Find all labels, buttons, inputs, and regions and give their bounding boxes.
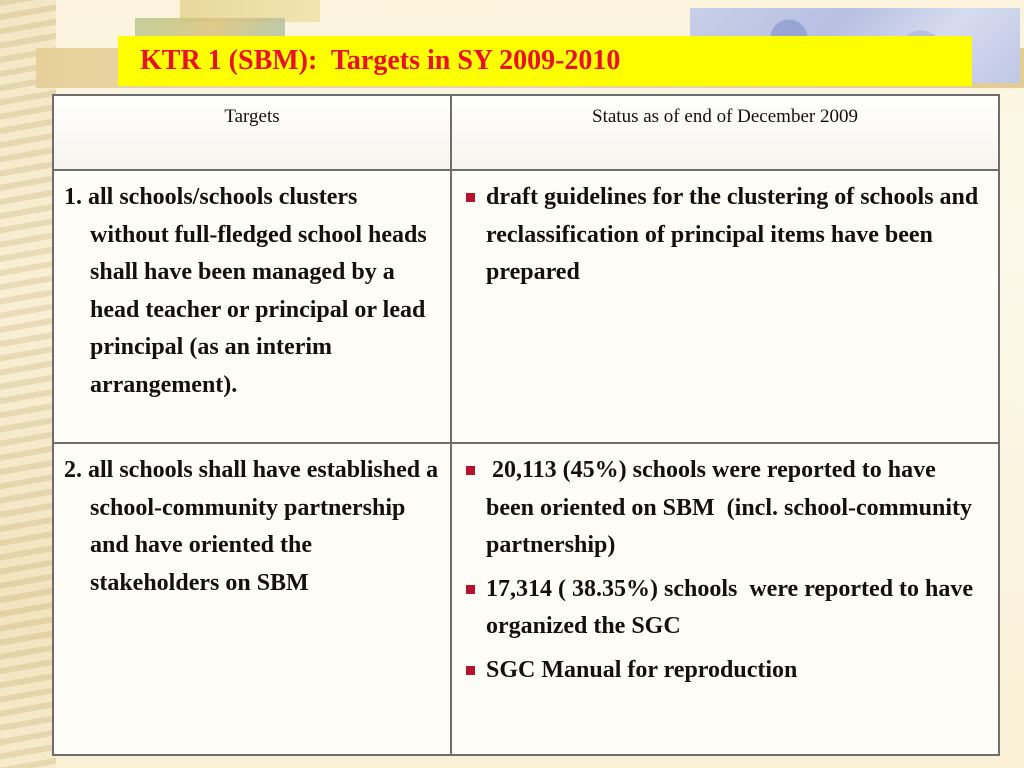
status-list [452, 171, 998, 292]
target-text: 1. all schools/schools clusters without full-fledged school heads shall have been managed by a head teacher or principal or lead principal (as an interim arrangement). [64, 184, 427, 398]
status-cell [451, 170, 999, 443]
status-item-text: draft guidelines for the clustering of schools and reclassification of principal items have been prepared [486, 184, 979, 285]
target-text: 2. all schools shall have established a school-community partnership and have oriented the stakeholders on SBM [64, 457, 439, 596]
square-bullet-icon [466, 585, 475, 594]
status-item [466, 571, 988, 646]
status-list [452, 444, 998, 689]
status-item-text: SGC Manual for reproduction [486, 656, 798, 683]
status-item-text: 20,113 (45%) schools were reported to have been oriented on SBM (incl. school-community partnership) [486, 457, 978, 558]
table-row [53, 170, 999, 443]
square-bullet-icon [466, 193, 475, 202]
status-item-text: 17,314 ( 38.35%) schools were reported to have organized the SGC [486, 575, 980, 639]
table-header-row [53, 95, 999, 170]
square-bullet-icon [466, 466, 475, 475]
background-texture-left [0, 0, 56, 768]
header-targets: Targets [53, 95, 451, 170]
target-cell [53, 170, 451, 443]
target-cell [53, 443, 451, 755]
status-cell [451, 443, 999, 755]
targets-status-table [52, 94, 1000, 756]
table-row [53, 443, 999, 755]
status-item [466, 452, 988, 565]
slide-title: KTR 1 (SBM): Targets in SY 2009-2010 [140, 45, 621, 76]
title-bar [118, 36, 972, 86]
status-item [466, 652, 988, 690]
targets-table [52, 94, 1000, 744]
header-status: Status as of end of December 2009 [451, 95, 999, 170]
square-bullet-icon [466, 666, 475, 675]
status-item [466, 179, 988, 292]
